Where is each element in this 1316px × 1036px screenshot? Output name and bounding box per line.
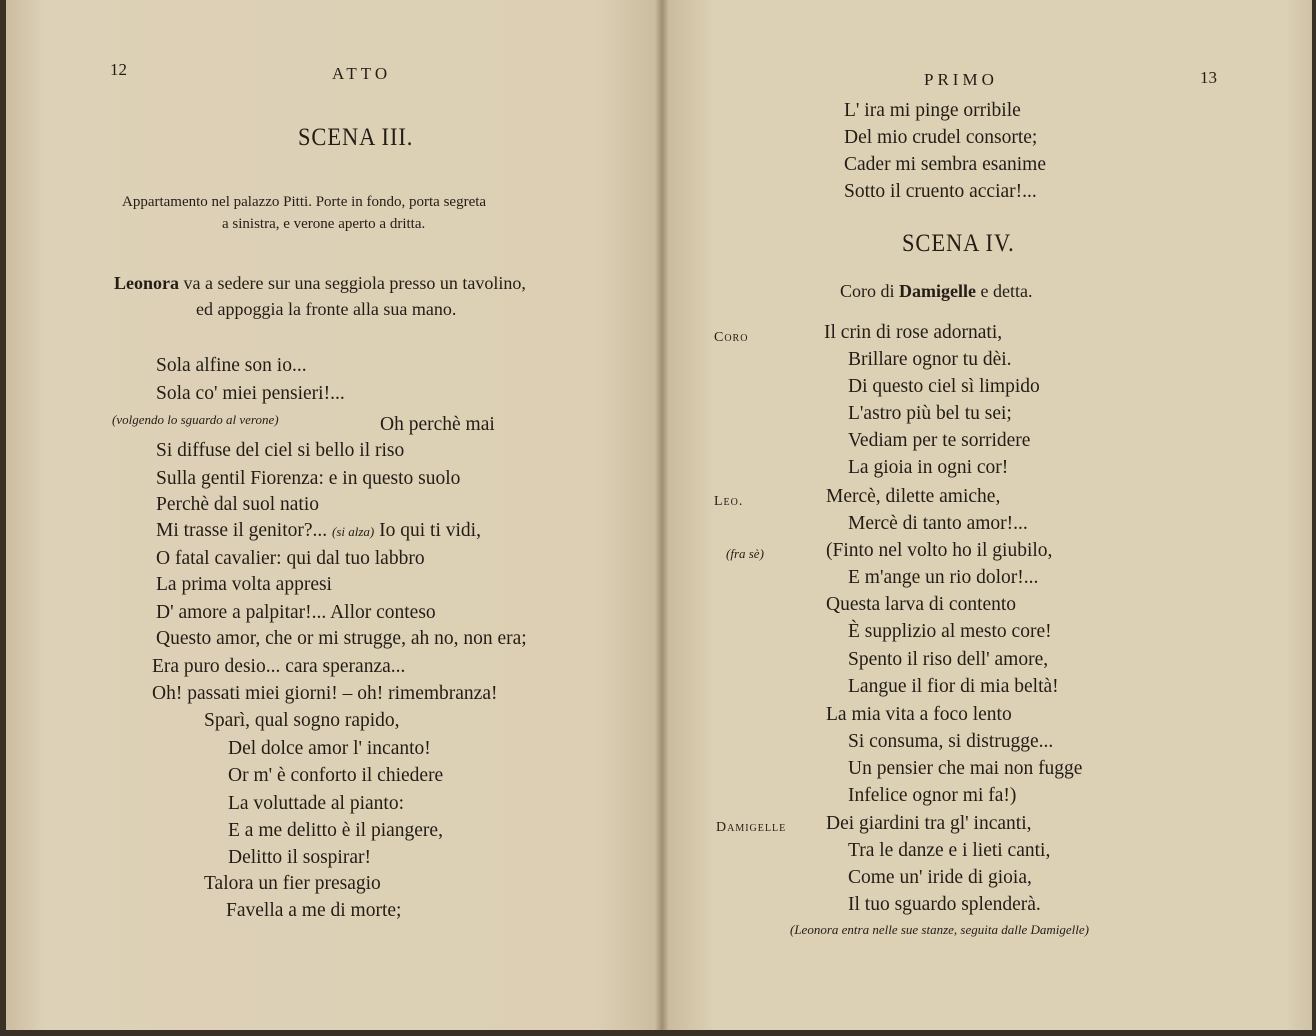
- verse-line: Oh perchè mai: [380, 414, 495, 435]
- verse-line: La voluttade al pianto:: [228, 793, 404, 814]
- verse-line: E a me delitto è il piangere,: [228, 820, 443, 841]
- verse-line: Mi trasse il genitor?... (si alza) Io qui ti vidi,: [156, 520, 481, 541]
- verse-line: Questa larva di contento: [826, 594, 1017, 615]
- stage-direction-line-2: ed appoggia la fronte alla sua mano.: [196, 299, 457, 319]
- page-number: 12: [110, 60, 127, 79]
- verse-line: Sparì, qual sogno rapido,: [204, 710, 400, 731]
- scene-title: SCENA IV.: [902, 230, 1015, 257]
- verse-line: Perchè dal suol natio: [156, 494, 319, 515]
- verse-line: Il tuo sguardo splenderà.: [848, 894, 1041, 915]
- verse-line: Vediam per te sorridere: [848, 430, 1031, 451]
- verse-line: È supplizio al mesto core!: [848, 621, 1052, 642]
- verse-line: La gioia in ogni cor!: [848, 457, 1009, 478]
- cast-line: Coro di Damigelle e detta.: [840, 281, 1033, 301]
- page-number: 13: [1200, 68, 1217, 87]
- verse-line: D' amore a palpitar!... Allor conteso: [156, 602, 436, 623]
- left-page: [6, 0, 662, 1030]
- verse-line: Del dolce amor l' incanto!: [228, 738, 431, 759]
- verse-line: Spento il riso dell' amore,: [848, 649, 1049, 670]
- verse-line: L' ira mi pinge orribile: [844, 100, 1021, 121]
- verse-line: Un pensier che mai non fugge: [848, 758, 1083, 779]
- speaker-label: Coro: [714, 330, 749, 345]
- verse-line: Il crin di rose adornati,: [824, 322, 1003, 343]
- setting-line-2: a sinistra, e verone aperto a dritta.: [222, 216, 426, 232]
- verse-line: Si consuma, si distrugge...: [848, 731, 1054, 752]
- setting-line-1: Appartamento nel palazzo Pitti. Porte in fondo, porta segreta: [122, 194, 487, 210]
- stage-direction: (Leonora entra nelle sue stanze, seguita dalle Damigelle): [790, 922, 1089, 937]
- verse-line: Mercè di tanto amor!...: [848, 513, 1028, 534]
- verse-line: Del mio crudel consorte;: [844, 127, 1038, 148]
- running-header: PRIMO: [924, 70, 998, 89]
- verse-line: La mia vita a foco lento: [826, 704, 1012, 725]
- verse-line: Sotto il cruento acciar!...: [844, 181, 1037, 202]
- stage-direction: (volgendo lo sguardo al verone): [112, 412, 279, 427]
- speaker-label: Damigelle: [716, 820, 787, 835]
- verse-line: Sola alfine son io...: [156, 355, 307, 376]
- stage-direction-line-1: Leonora va a sedere sur una seggiola presso un tavolino,: [114, 273, 526, 293]
- verse-line: Sola co' miei pensieri!...: [156, 383, 345, 404]
- character-name: Damigelle: [899, 281, 976, 301]
- character-name: Leonora: [114, 273, 179, 293]
- verse-line: Dei giardini tra gl' incanti,: [826, 813, 1032, 834]
- right-page: [662, 0, 1312, 1030]
- stage-direction: (fra sè): [726, 546, 764, 561]
- verse-line: Si diffuse del ciel si bello il riso: [156, 440, 405, 461]
- verse-line: Favella a me di morte;: [226, 900, 402, 921]
- verse-line: Sulla gentil Fiorenza: e in questo suolo: [156, 468, 461, 489]
- verse-line: Di questo ciel sì limpido: [848, 376, 1040, 397]
- verse-line: Or m' è conforto il chiedere: [228, 765, 444, 786]
- verse-line: Mercè, dilette amiche,: [826, 486, 1001, 507]
- verse-line: Cader mi sembra esanime: [844, 154, 1046, 175]
- verse-line: Questo amor, che or mi strugge, ah no, non era;: [156, 628, 527, 649]
- verse-line: Era puro desio... cara speranza...: [152, 656, 406, 677]
- stage-direction: (si alza): [332, 524, 375, 539]
- verse-line: Langue il fior di mia beltà!: [848, 676, 1059, 697]
- verse-line: Talora un fier presagio: [204, 873, 381, 894]
- speaker-label: Leo.: [714, 494, 744, 509]
- verse-line: Tra le danze e i lieti canti,: [848, 840, 1051, 861]
- verse-line: Oh! passati miei giorni! – oh! rimembranza!: [152, 683, 498, 704]
- verse-line: (Finto nel volto ho il giubilo,: [826, 540, 1053, 561]
- running-header: ATTO: [332, 64, 392, 83]
- verse-line: E m'ange un rio dolor!...: [848, 567, 1039, 588]
- verse-line: Delitto il sospirar!: [228, 847, 371, 868]
- verse-line: La prima volta appresi: [156, 574, 332, 595]
- scene-title: SCENA III.: [298, 124, 414, 151]
- book-gutter: [655, 0, 669, 1030]
- verse-line: Brillare ognor tu dèi.: [848, 349, 1012, 370]
- verse-line: Infelice ognor mi fa!): [848, 785, 1017, 806]
- verse-line: Come un' iride di gioia,: [848, 867, 1032, 888]
- verse-line: O fatal cavalier: qui dal tuo labbro: [156, 548, 425, 569]
- verse-line: L'astro più bel tu sei;: [848, 403, 1012, 424]
